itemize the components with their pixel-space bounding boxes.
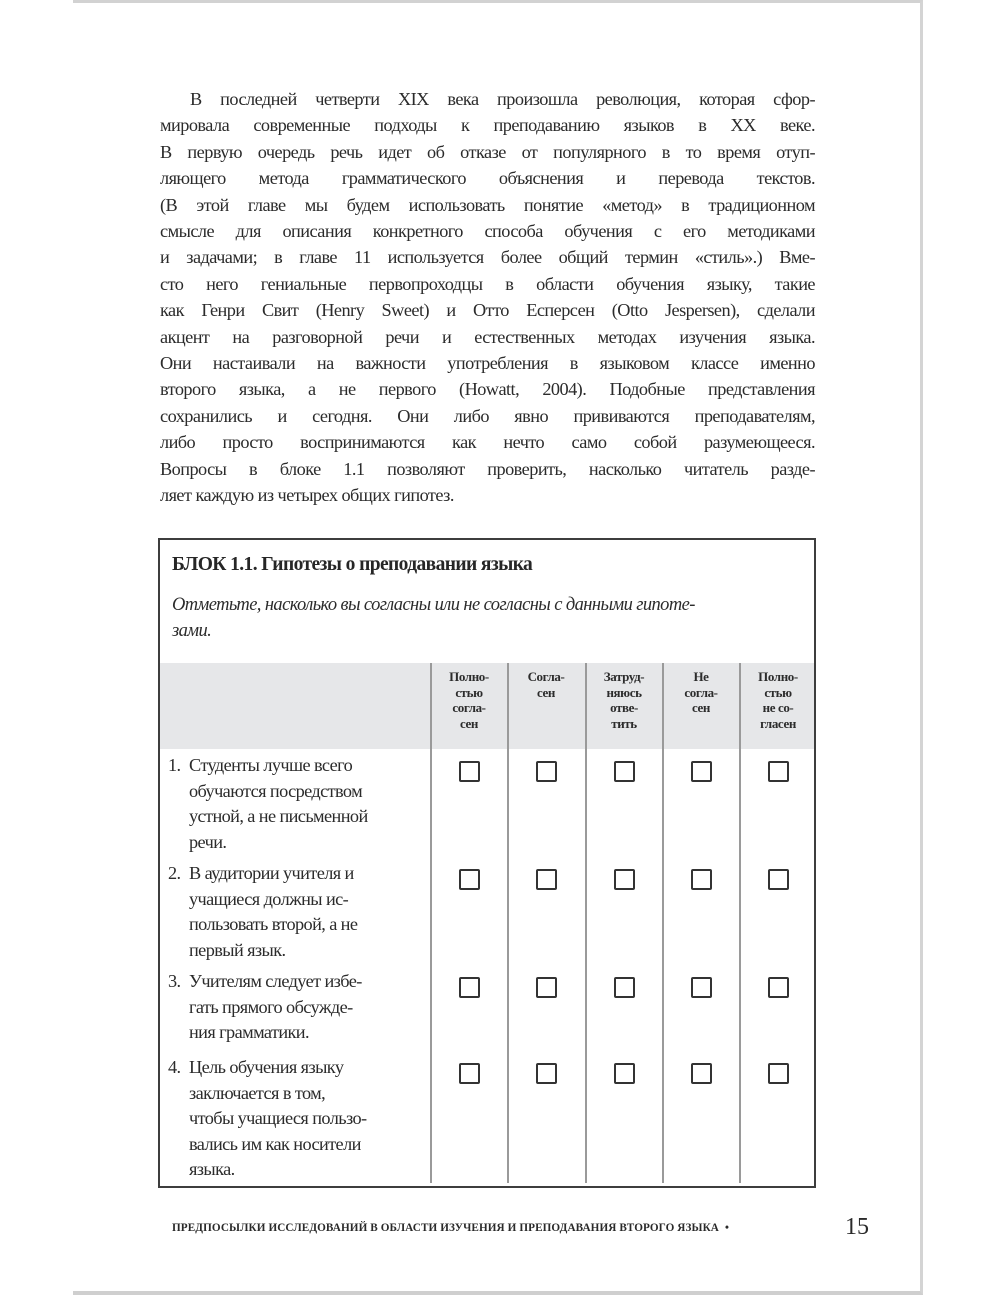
hypothesis-text-line: речи.: [189, 831, 227, 852]
hypothesis-row-2: [168, 861, 418, 963]
body-text-line: мировала современные подходы к преподаванию языков в XX веке.: [160, 115, 815, 136]
running-footer: [172, 1222, 735, 1234]
hypothesis-number: 1.: [168, 755, 181, 775]
body-text-line: сто него гениальные первопроходцы в области обучения языку, такие: [160, 273, 815, 294]
column-header-line: согла-: [452, 700, 486, 715]
body-text-line: смысле для описания конкретного способа обучения с его методиками: [160, 221, 815, 242]
column-header-line: не со-: [762, 700, 794, 715]
column-header-line: няюсь: [606, 684, 642, 700]
column-header-line: Согла-: [527, 669, 565, 684]
checkbox-row1-undecided[interactable]: [614, 761, 635, 782]
hypothesis-text-line: языка.: [189, 1159, 235, 1179]
hypothesis-number: 3.: [168, 971, 181, 991]
column-header-line: Затруд-: [603, 669, 645, 684]
hypothesis-text-line: пользовать второй, а не: [189, 914, 358, 934]
column-header-line: гласен: [760, 715, 796, 731]
column-header-line: тить: [611, 715, 637, 731]
column-divider: [585, 663, 587, 1183]
column-header-strongly-disagree: [741, 669, 815, 731]
checkbox-row3-agree[interactable]: [536, 977, 557, 998]
body-text-line: либо просто воспринимаются как нечто само собой разумеющееся.: [160, 432, 815, 453]
hypothesis-text-line: вались им как носители: [189, 1133, 361, 1154]
hypothesis-text-line: учащиеся должны ис-: [189, 888, 349, 909]
body-text-line: Они настаивали на важности употребления в языковом классе именно: [160, 353, 815, 374]
checkbox-row1-strongly-agree[interactable]: [459, 761, 480, 782]
checkbox-row4-strongly-agree[interactable]: [459, 1063, 480, 1084]
hypothesis-text-line: ния грамматики.: [189, 1022, 309, 1042]
body-text-line: Вопросы в блоке 1.1 позволяют проверить, насколько читатель разде-: [160, 458, 815, 479]
body-text-line: В первую очередь речь идет об отказе от популярного в то время отуп-: [160, 141, 815, 162]
checkbox-row4-disagree[interactable]: [691, 1063, 712, 1084]
checkbox-row2-strongly-disagree[interactable]: [768, 869, 789, 890]
hypothesis-text-line: Учителям следует избе-: [189, 971, 362, 991]
checkbox-row2-disagree[interactable]: [691, 869, 712, 890]
hypothesis-text-line: В аудитории учителя и: [189, 863, 354, 883]
checkbox-row4-undecided[interactable]: [614, 1063, 635, 1084]
column-header-line: Не: [693, 669, 709, 684]
hypothesis-text-line: устной, а не письменной: [189, 806, 368, 826]
checkbox-row1-agree[interactable]: [536, 761, 557, 782]
body-text-line: второго языка, а не первого (Howatt, 2004). Подобные представления: [160, 379, 815, 400]
hypothesis-text-line: гать прямого обсужде-: [189, 996, 353, 1017]
body-text-line: В последней четверти XIX века произошла революция, которая сфор-: [190, 89, 815, 109]
hypothesis-text-line: Цель обучения языку: [189, 1057, 344, 1077]
hypothesis-text: [168, 1055, 418, 1183]
body-text-line: акцент на разговорной речи и естественных методах изучения языка.: [160, 326, 815, 347]
hypothesis-text-line: чтобы учащиеся пользо-: [189, 1108, 367, 1128]
hypothesis-text: [168, 753, 418, 855]
body-text-line: (В этой главе мы будем использовать понятие «метод» в традиционном: [160, 194, 815, 215]
hypothesis-text-line: обучаются посредством: [189, 780, 363, 801]
column-header-line: Полно-: [758, 669, 798, 684]
body-text-line: сохранились и сегодня. Они либо явно прививаются преподавателям,: [160, 405, 815, 426]
sidebar-box-1-1: [158, 538, 816, 1188]
body-text-line: ляет каждую из четырех общих гипотез.: [160, 485, 454, 506]
box-instructions: [172, 592, 802, 644]
column-header-line: отве-: [610, 700, 638, 715]
hypothesis-text: [168, 969, 418, 1046]
column-divider: [739, 663, 741, 1183]
checkbox-row1-disagree[interactable]: [691, 761, 712, 782]
column-header-line: сен: [460, 715, 478, 731]
column-header-line: согла-: [684, 684, 718, 700]
checkbox-row4-strongly-disagree[interactable]: [768, 1063, 789, 1084]
checkbox-row1-strongly-disagree[interactable]: [768, 761, 789, 782]
box-title: БЛОК 1.1. Гипотезы о преподавании языка: [172, 554, 533, 575]
hypothesis-row-1: [168, 753, 418, 855]
column-divider: [662, 663, 664, 1183]
checkbox-row3-disagree[interactable]: [691, 977, 712, 998]
checkbox-row4-agree[interactable]: [536, 1063, 557, 1084]
hypothesis-text-line: Студенты лучше всего: [189, 755, 353, 775]
checkbox-row2-undecided[interactable]: [614, 869, 635, 890]
body-paragraph: [160, 86, 815, 509]
column-header-line: стью: [455, 684, 483, 700]
column-header-line: сен: [537, 684, 555, 700]
hypothesis-number: 2.: [168, 863, 181, 883]
column-divider: [507, 663, 509, 1183]
checkbox-row3-strongly-disagree[interactable]: [768, 977, 789, 998]
box-instructions-line: зами.: [172, 621, 212, 641]
page-number: 15: [845, 1214, 869, 1240]
checkbox-row3-strongly-agree[interactable]: [459, 977, 480, 998]
body-text-line: и задачами; в главе 11 используется более общий термин «стиль».) Вме-: [160, 247, 815, 268]
hypothesis-text: [168, 861, 418, 963]
column-header-agree: [509, 669, 583, 700]
hypothesis-row-4: [168, 1055, 418, 1183]
column-header-strongly-agree: [432, 669, 506, 731]
checkbox-row3-undecided[interactable]: [614, 977, 635, 998]
hypothesis-text-line: первый язык.: [189, 939, 286, 960]
running-title: ПРЕДПОСЫЛКИ ИССЛЕДОВАНИЙ В ОБЛАСТИ ИЗУЧЕНИЯ И ПРЕПОДАВАНИЯ ВТОРОГО ЯЗЫКА: [172, 1222, 719, 1234]
column-header-line: стью: [764, 684, 792, 700]
column-header-disagree: [664, 669, 738, 716]
column-header-line: Полно-: [449, 669, 489, 684]
hypothesis-row-3: [168, 969, 418, 1046]
agreement-table: [160, 663, 814, 1186]
checkbox-row2-agree[interactable]: [536, 869, 557, 890]
body-text-line: как Генри Свит (Henry Sweet) и Отто Есперсен (Otto Jespersen), сделали: [160, 300, 815, 321]
body-text-line: ляющего метода грамматического объяснения и перевода текстов.: [160, 168, 815, 189]
hypothesis-number: 4.: [168, 1057, 181, 1077]
column-divider: [430, 663, 432, 1183]
column-header-line: сен: [692, 700, 710, 715]
hypothesis-text-line: заключается в том,: [189, 1082, 326, 1103]
checkbox-row2-strongly-agree[interactable]: [459, 869, 480, 890]
box-instructions-line: Отметьте, насколько вы согласны или не согласны с данными гипоте-: [172, 595, 695, 615]
bullet-separator: •: [724, 1222, 729, 1234]
column-header-undecided: [587, 669, 661, 731]
